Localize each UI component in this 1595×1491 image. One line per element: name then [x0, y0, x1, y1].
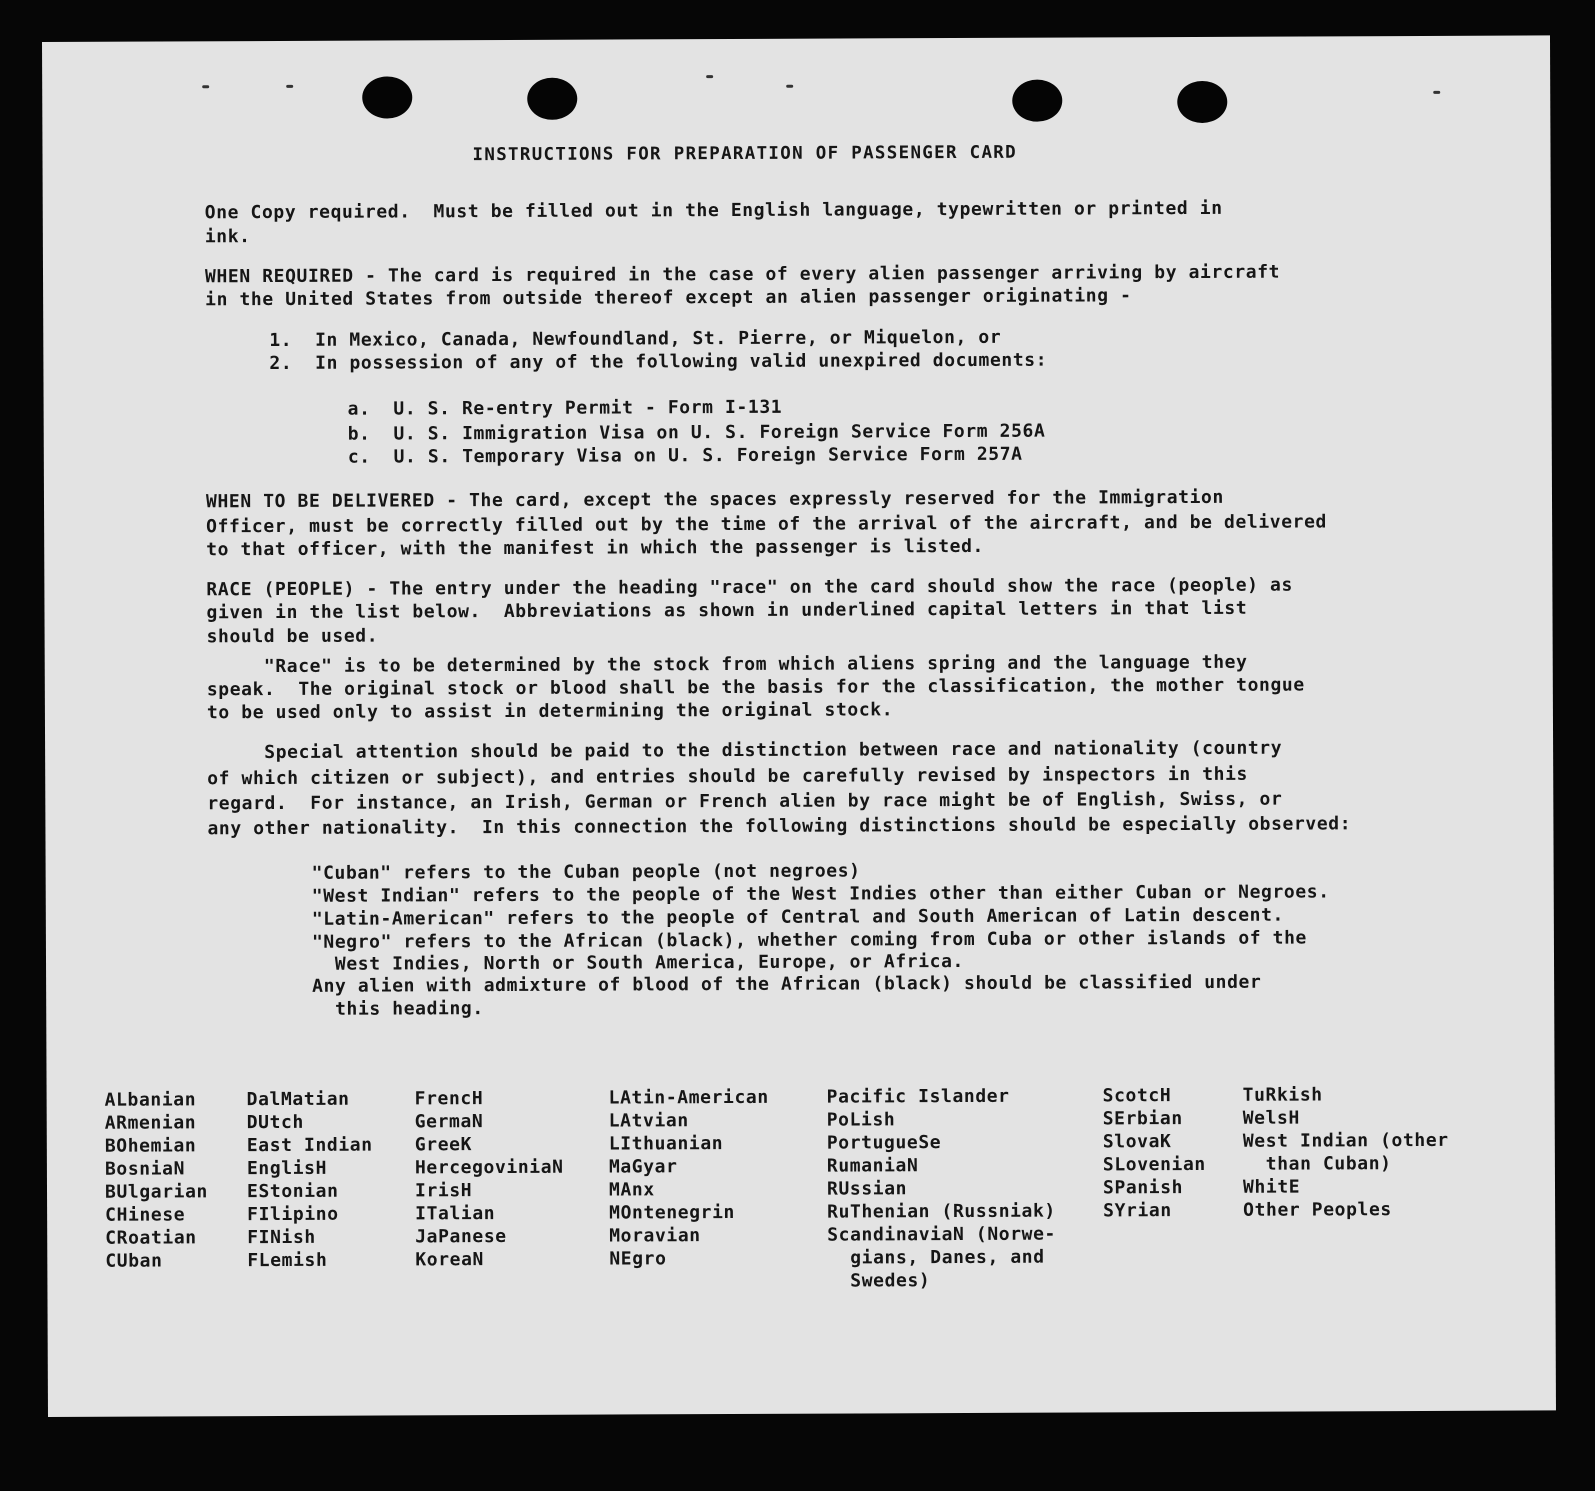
race-entry: BUlgarian [104, 1181, 209, 1203]
race-entry: GermaN [414, 1111, 484, 1133]
list-item: c. U. S. Temporary Visa on U. S. Foreign Service Form 257A [347, 443, 1023, 468]
race-entry: RuThenian (Russniak) [827, 1200, 1056, 1223]
document-title: INSTRUCTIONS FOR PREPARATION OF PASSENGER CARD [472, 142, 1017, 166]
text-line: regard. For instance, an Irish, German or French alien by race might be of English, Swiss, or [207, 788, 1283, 815]
race-entry: MOntenegrin [609, 1201, 735, 1224]
text-line: ink. [204, 226, 251, 248]
race-entry: LIthuanian [608, 1133, 724, 1155]
text-line: "Negro" refers to the African (black), whether coming from Cuba or other islands of the [311, 927, 1307, 953]
punch-hole [362, 76, 412, 118]
race-entry: NEgro [609, 1248, 667, 1270]
punch-hole [527, 78, 577, 120]
race-entry: BosniaN [104, 1158, 186, 1180]
race-entry: IrisH [414, 1180, 473, 1202]
punch-hole [1177, 81, 1227, 123]
race-entry: WhitE [1242, 1176, 1301, 1198]
race-entry: ScotcH [1102, 1085, 1172, 1107]
text-line: in the United States from outside thereof except an alien passenger originating - [205, 285, 1132, 311]
text-line: Officer, must be correctly filled out by the time of the arrival of the aircraft, and be delivered [206, 511, 1327, 538]
text-line: "Cuban" refers to the Cuban people (not negroes) [311, 860, 861, 884]
list-item: 1. In Mexico, Canada, Newfoundland, St. Pierre, or Miquelon, or [269, 326, 1002, 352]
race-entry: LAtin-American [608, 1086, 769, 1109]
race-column [415, 1087, 564, 1272]
text-line: RACE (PEOPLE) - The entry under the heading "race" on the card should show the race (people) as [206, 574, 1293, 601]
race-entry: SPanish [1102, 1177, 1184, 1199]
text-line: to that officer, with the manifest in which the passenger is listed. [206, 535, 984, 561]
speck [786, 85, 793, 88]
list-item: b. U. S. Immigration Visa on U. S. Foreign Service Form 256A [347, 420, 1046, 445]
race-entry: TuRkish [1242, 1084, 1323, 1106]
text-line: Any alien with admixture of blood of the African (black) should be classified under [312, 971, 1262, 997]
race-entry: FINish [247, 1226, 316, 1249]
race-entry: GreeK [414, 1134, 473, 1156]
text-line: given in the list below. Abbreviations as shown in underlined capital letters in that list [206, 597, 1248, 624]
race-entry: CHinese [105, 1204, 186, 1226]
race-entry: Swedes) [827, 1270, 931, 1292]
race-entry: HercegoviniaN [414, 1156, 564, 1179]
race-entry: LAtvian [608, 1110, 689, 1132]
punch-hole [1012, 80, 1062, 122]
race-entry: SErbian [1102, 1108, 1183, 1130]
race-entry: SlovaK [1102, 1131, 1172, 1153]
speck [706, 75, 713, 78]
race-entry: than Cuban) [1242, 1153, 1392, 1175]
document-page [42, 35, 1556, 1417]
text-line: Special attention should be paid to the distinction between race and nationality (country [207, 737, 1283, 764]
text-line: "West Indian" refers to the people of the West Indies other than either Cuban or Negroes. [311, 881, 1330, 907]
race-entry: EnglisH [246, 1157, 328, 1180]
text-line: should be used. [206, 625, 379, 648]
text-line: "Race" is to be determined by the stock from which aliens spring and the language they [206, 651, 1248, 678]
text-line: "Latin-American" refers to the people of Central and South American of Latin descent. [311, 904, 1285, 930]
text-line: speak. The original stock or blood shall be the basis for the classification, the mother tongue [206, 674, 1305, 701]
text-line: WHEN TO BE DELIVERED - The card, except the spaces expressly reserved for the Immigration [205, 486, 1224, 513]
text-line: any other nationality. In this connection the following distinctions should be especially observed: [207, 813, 1352, 840]
race-entry: SYrian [1103, 1200, 1172, 1222]
race-column [1103, 1084, 1207, 1222]
race-entry: gians, Danes, and [827, 1246, 1045, 1269]
race-entry: RumaniaN [826, 1155, 919, 1177]
race-entry: CUban [105, 1250, 163, 1272]
race-column [247, 1088, 374, 1273]
race-column [105, 1088, 209, 1272]
race-column [1243, 1083, 1449, 1222]
race-entry: Other Peoples [1243, 1199, 1392, 1221]
race-entry: JaPanese [415, 1225, 507, 1248]
race-entry: DUtch [246, 1111, 304, 1134]
race-entry: PortugueSe [826, 1132, 942, 1154]
race-entry: CRoatian [105, 1227, 197, 1249]
race-entry: Pacific Islander [826, 1085, 1010, 1108]
race-entry: Moravian [609, 1225, 701, 1247]
race-entry: ARmenian [104, 1112, 197, 1134]
race-entry: FrencH [414, 1088, 484, 1110]
list-item: a. U. S. Re-entry Permit - Form I-131 [347, 396, 783, 420]
race-column [609, 1086, 770, 1271]
speck [286, 85, 293, 88]
race-entry: MAnx [608, 1179, 655, 1201]
race-entry: FLemish [247, 1249, 328, 1272]
race-entry: DalMatian [246, 1088, 350, 1111]
race-entry: West Indian (other [1242, 1129, 1449, 1152]
text-line: to be used only to assist in determining the original stock. [206, 699, 894, 724]
text-line: this heading. [312, 998, 484, 1020]
text-line: WHEN REQUIRED - The card is required in the case of every alien passenger arriving by aircraft [204, 261, 1281, 288]
race-entry: EStonian [246, 1180, 339, 1203]
list-item: 2. In possession of any of the following valid unexpired documents: [269, 349, 1048, 375]
text-line: of which citizen or subject), and entries should be carefully revised by inspectors in this [207, 763, 1249, 790]
race-column [827, 1085, 1057, 1293]
race-entry: MaGyar [608, 1156, 678, 1178]
race-entry: ALbanian [104, 1089, 197, 1111]
race-entry: East Indian [246, 1134, 373, 1157]
race-entry: WelsH [1242, 1107, 1300, 1129]
race-entry: BOhemian [104, 1135, 197, 1157]
text-line: West Indies, North or South America, Europe, or Africa. [311, 950, 964, 975]
race-entry: FIlipino [247, 1203, 339, 1226]
text-line: One Copy required. Must be filled out in the English language, typewritten or printed in [204, 197, 1223, 224]
race-entry: ScandinaviaN (Norwe- [827, 1223, 1057, 1246]
speck [202, 85, 209, 88]
race-entry: RUssian [826, 1178, 908, 1200]
race-entry: ITalian [415, 1203, 496, 1225]
race-entry: PoLish [826, 1109, 896, 1131]
race-entry: KoreaN [415, 1249, 484, 1271]
race-entry: SLovenian [1102, 1153, 1206, 1176]
speck [1433, 91, 1440, 94]
